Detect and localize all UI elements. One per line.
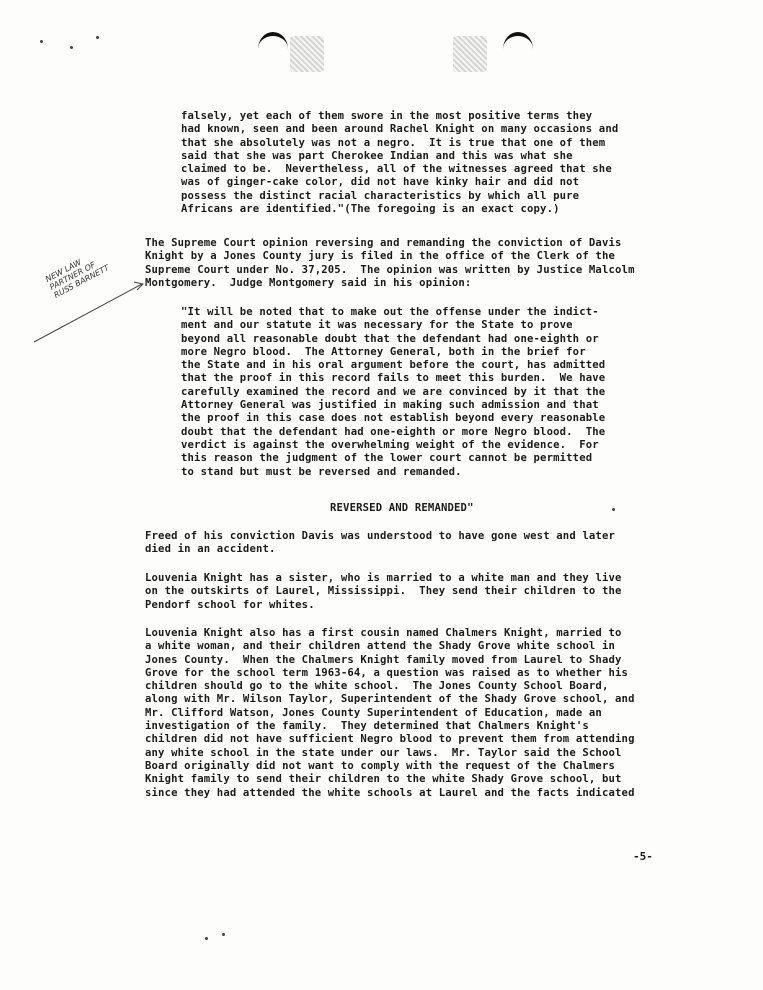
scan-speck — [96, 36, 99, 39]
handwritten-arrow — [30, 280, 150, 350]
paragraph-chalmers-knight: Louvenia Knight also has a first cousin named Chalmers Knight, married to a white woman, and their children attend the Shady Grove white school in Jones County. When the Chalmers Knight family moved from Laurel to Shady Grove for the school term 1963-64, a question was raised as to whether his children should go to the white school. The Jones County School Board, along with Mr. Wilson Taylor, Superintendent of the Shady Grove school, and Mr. Clifford Watson, Jones County Superintendent of Education, made an investigation of the family. They determined that Chalmers Knight's children did not have sufficient Negro blood to prevent them from attending any white school in the state under our laws. Mr. Taylor said the School Board originally did not want to comply with the request of the Chalmers Knight family to send their children to the white Shady Grove school, but since they had attended the white schools at Laurel and the facts indicated — [145, 627, 635, 799]
binder-hole-right — [503, 32, 533, 66]
scan-speck — [222, 933, 225, 936]
reversed-heading: REVERSED AND REMANDED" — [330, 502, 474, 514]
handwritten-margin-note: NEW LAW PARTNER OF RUSS BARNETT — [44, 257, 111, 300]
binder-hole-left — [258, 32, 288, 66]
scan-speck — [205, 937, 208, 940]
paragraph-quote-end: falsely, yet each of them swore in the most positive terms they had known, seen and been around Rachel Knight on many occasions and that she absolutely was not a negro. It is true that one of them said that she was part Cherokee Indian and this was what she claimed to be. Nevertheless, all of the witnesses agreed that she was of ginger-cake color, did not have kinky hair and did not possess the distinct racial characteristics by which all pure Africans are identified."(The foregoing is an exact copy.) — [181, 110, 619, 216]
paragraph-opinion-quote: "It will be noted that to make out the offense under the indict- ment and our statute it was necessary for the State to prove beyond all reasonable doubt that the defendant had one-eighth or more Negro blood. The Attorney General, both in the brief for the State and in his oral argument before the court, has admitted that the proof in this record fails to meet this burden. We have carefully examined the record and we are convinced by it that the Attorney General was justified in making such admission and that the proof in this case does not establish beyond every reasonable doubt that the defendant had one-eighth or more Negro blood. The verdict is against the overwhelming weight of the evidence. For this reason the judgment of the lower court cannot be permitted to stand but must be reversed and remanded. — [181, 306, 606, 478]
paragraph-louvenia-sister: Louvenia Knight has a sister, who is married to a white man and they live on the outskirts of Laurel, Mississippi. They send their children to the Pendorf school for whites. — [145, 572, 622, 611]
stamp-mark-right — [453, 36, 487, 72]
scan-speck — [40, 40, 43, 43]
paragraph-supreme-court: The Supreme Court opinion reversing and remanding the conviction of Davis Knight by a Jones County jury is filed in the office of the Clerk of the Supreme Court under No. 37,205. The opinion was written by Justice Malcolm Montgomery. Judge Montgomery said in his opinion: — [145, 237, 635, 289]
page-number: -5- — [633, 850, 653, 863]
scan-speck — [70, 46, 73, 49]
scan-speck — [612, 508, 615, 511]
paragraph-davis-freed: Freed of his conviction Davis was understood to have gone west and later died in an accident. — [145, 530, 616, 556]
stamp-mark-left — [290, 36, 324, 72]
